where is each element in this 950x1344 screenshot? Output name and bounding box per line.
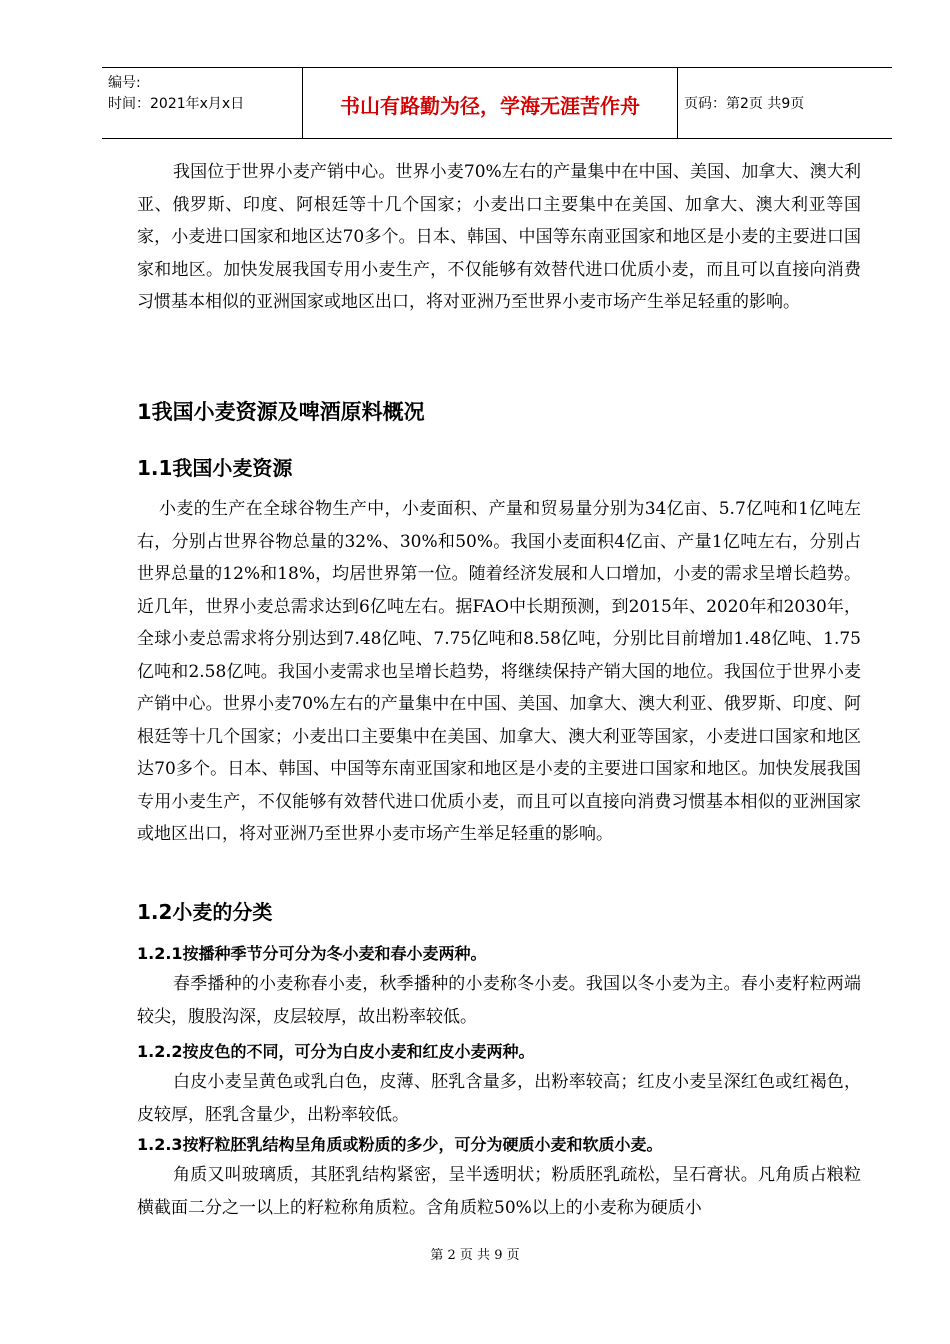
- intro-section: [137, 156, 861, 319]
- document-number-label: 编号:: [108, 75, 141, 91]
- subsection-1-2-1-paragraph: 春季播种的小麦称春小麦，秋季播种的小麦称冬小麦。我国以冬小麦为主。春小麦籽粒两端较尖，腹股沟深，皮层较厚，故出粉率较低。: [137, 974, 861, 1027]
- subsection-1-2-1-heading: 1.2.1按播种季节分可分为冬小麦和春小麦两种。: [137, 944, 487, 963]
- header-motto: 书山有路勤为径，学海无涯苦作舟: [340, 94, 640, 118]
- header-page-cell: [678, 68, 892, 138]
- section-1-1-paragraph: 小麦的生产在全球谷物生产中，小麦面积、产量和贸易量分别为34亿亩、5.7亿吨和1亿吨左右，分别占世界谷物总量的32%、30%和50%。我国小麦面积4亿亩、产量1亿吨左右，分别占世界总量的12%和18%，均居世界第一位。随着经济发展和人口增加，小麦的需求呈增长趋势。近几年，世界小麦总需求达到6亿吨左右。据FAO中长期预测，到2015年、2020年和2030年，全球小麦总需求将分别达到7.48亿吨、7.75亿吨和8.58亿吨，分别比目前增加1.48亿吨、1.75亿吨和2.58亿吨。我国小麦需求也呈增长趋势，将继续保持产销大国的地位。我国位于世界小麦产销中心。世界小麦70%左右的产量集中在中国、美国、加拿大、澳大利亚、俄罗斯、印度、阿根廷等十几个国家；小麦出口主要集中在美国、加拿大、澳大利亚等国家，小麦进口国家和地区达70多个。日本、韩国、中国等东南亚国家和地区是小麦的主要进口国家和地区。加快发展我国专用小麦生产，不仅能够有效替代进口优质小麦，而且可以直接向消费习惯基本相似的亚洲国家或地区出口，将对亚洲乃至世界小麦市场产生举足轻重的影响。: [137, 499, 861, 844]
- section-1-1-body: [137, 493, 861, 851]
- intro-paragraph: 我国位于世界小麦产销中心。世界小麦70%左右的产量集中在中国、美国、加拿大、澳大利亚、俄罗斯、印度、阿根廷等十几个国家；小麦出口主要集中在美国、加拿大、澳大利亚等国家，小麦进口国家和地区达70多个。日本、韩国、中国等东南亚国家和地区是小麦的主要进口国家和地区。加快发展我国专用小麦生产，不仅能够有效替代进口优质小麦，而且可以直接向消费习惯基本相似的亚洲国家或地区出口，将对亚洲乃至世界小麦市场产生举足轻重的影响。: [137, 162, 861, 312]
- header-page-info: 页码：第2页 共9页: [684, 96, 805, 112]
- header-meta-cell: [102, 68, 303, 138]
- subsection-1-2-1-body: [137, 968, 861, 1033]
- subsection-1-2-2-body: [137, 1066, 861, 1131]
- subsection-1-2-3-body: [137, 1159, 861, 1224]
- subsection-1-2-2-heading: 1.2.2按皮色的不同，可分为白皮小麦和红皮小麦两种。: [137, 1042, 535, 1061]
- section-1-heading: 1我国小麦资源及啤酒原料概况: [137, 400, 425, 424]
- header-motto-cell: [303, 68, 678, 138]
- section-1-2-heading: 1.2小麦的分类: [137, 900, 273, 924]
- subsection-1-2-2-paragraph: 白皮小麦呈黄色或乳白色，皮薄、胚乳含量多，出粉率较高；红皮小麦呈深红色或红褐色，皮较厚，胚乳含量少，出粉率较低。: [137, 1072, 861, 1125]
- section-1-1-heading: 1.1我国小麦资源: [137, 456, 293, 480]
- page-header: [102, 67, 892, 139]
- subsection-1-2-3-paragraph: 角质又叫玻璃质，其胚乳结构紧密，呈半透明状；粉质胚乳疏松，呈石膏状。凡角质占粮粒横截面二分之一以上的籽粒称角质粒。含角质粒50%以上的小麦称为硬质小: [137, 1165, 861, 1218]
- subsection-1-2-3-heading: 1.2.3按籽粒胚乳结构呈角质或粉质的多少，可分为硬质小麦和软质小麦。: [137, 1135, 663, 1154]
- page-footer: 第 2 页 共 9 页: [430, 1248, 520, 1263]
- document-date-label: 时间：2021年x月x日: [108, 96, 245, 112]
